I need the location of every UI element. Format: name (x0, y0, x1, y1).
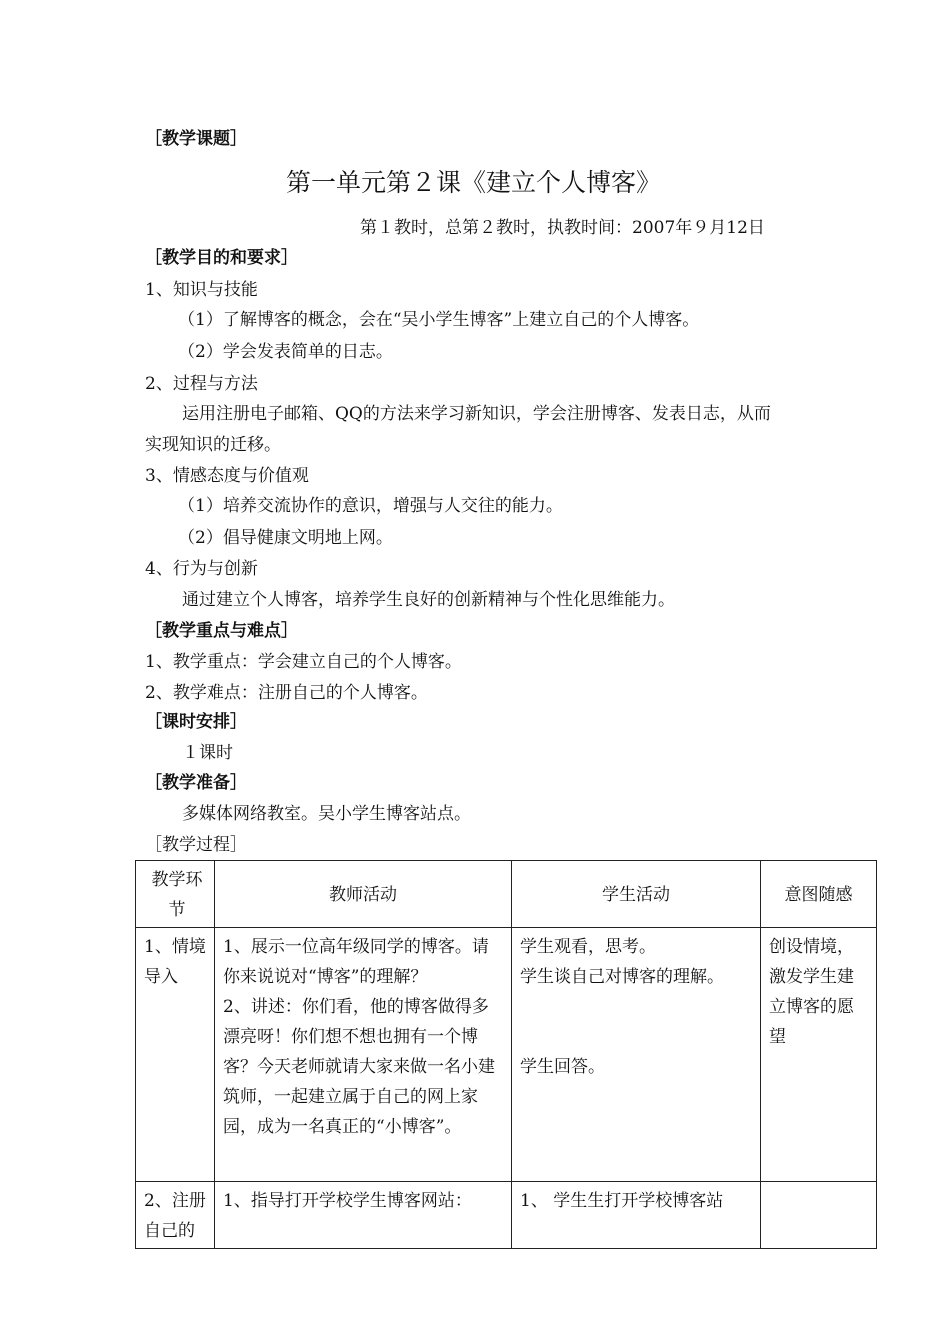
key-point-2: 2、教学难点：注册自己的个人博客。 (145, 683, 428, 703)
goal-2-text-line-1: 运用注册电子邮箱、QQ的方法来学习新知识，学会注册博客、发表日志，从而 (182, 404, 771, 424)
goal-1-item-1: （1）了解博客的概念，会在“吴小学生博客”上建立自己的个人博客。 (178, 310, 700, 330)
goal-3-title: 3、情感态度与价值观 (145, 466, 309, 486)
header-teacher-activity: 教师活动 (215, 861, 512, 928)
header-intent: 意图随感 (761, 861, 877, 928)
header-stage: 教学环节 (136, 861, 215, 928)
row-2-teacher: 1、指导打开学校学生博客网站： (215, 1182, 512, 1249)
heading-schedule: ［课时安排］ (145, 712, 247, 732)
goal-1-item-2: （2）学会发表简单的日志。 (178, 342, 393, 362)
prep-text: 多媒体网络教室。吴小学生博客站点。 (182, 804, 471, 824)
row-2-intent (761, 1182, 877, 1249)
goal-4-text: 通过建立个人博客，培养学生良好的创新精神与个性化思维能力。 (182, 590, 675, 610)
goal-1-title: 1、知识与技能 (145, 280, 258, 300)
heading-key-points: ［教学重点与难点］ (145, 621, 298, 641)
heading-prep: ［教学准备］ (145, 773, 247, 793)
lesson-title: 第一单元第２课《建立个人博客》 (286, 168, 662, 197)
process-table (135, 860, 877, 1249)
goal-3-item-1: （1）培养交流协作的意识，增强与人交往的能力。 (178, 496, 563, 516)
heading-process: ［教学过程］ (145, 835, 247, 855)
schedule-text: １课时 (182, 743, 233, 763)
row-2-stage: 2、注册自己的 (136, 1182, 215, 1249)
heading-topic: ［教学课题］ (145, 129, 247, 149)
goal-3-item-2: （2）倡导健康文明地上网。 (178, 528, 393, 548)
header-student-activity: 学生活动 (512, 861, 761, 928)
heading-goals: ［教学目的和要求］ (145, 248, 298, 268)
row-1-student: 学生观看，思考。 学生谈自己对博客的理解。 学生回答。 (512, 928, 761, 1182)
table-header-row (136, 861, 877, 928)
table-row (136, 1182, 877, 1249)
row-1-stage: 1、情境导入 (136, 928, 215, 1182)
row-2-student: 1、 学生生打开学校博客站 (512, 1182, 761, 1249)
key-point-1: 1、教学重点：学会建立自己的个人博客。 (145, 652, 462, 672)
row-1-teacher: 1、展示一位高年级同学的博客。请你来说说对“博客”的理解？ 2、讲述：你们看，他的博客做得多漂亮呀！你们想不想也拥有一个博客？今天老师就请大家来做一名小建筑师，一起建立属于自己的网上家园，成为一名真正的“小博客”。 (215, 928, 512, 1182)
goal-2-title: 2、过程与方法 (145, 374, 258, 394)
row-1-intent: 创设情境，激发学生建立博客的愿望 (761, 928, 877, 1182)
table-row (136, 928, 877, 1182)
goal-4-title: 4、行为与创新 (145, 559, 258, 579)
time-line: 第１教时，总第２教时，执教时间：2007年９月12日 (360, 218, 765, 238)
goal-2-text-line-2: 实现知识的迁移。 (145, 435, 281, 455)
